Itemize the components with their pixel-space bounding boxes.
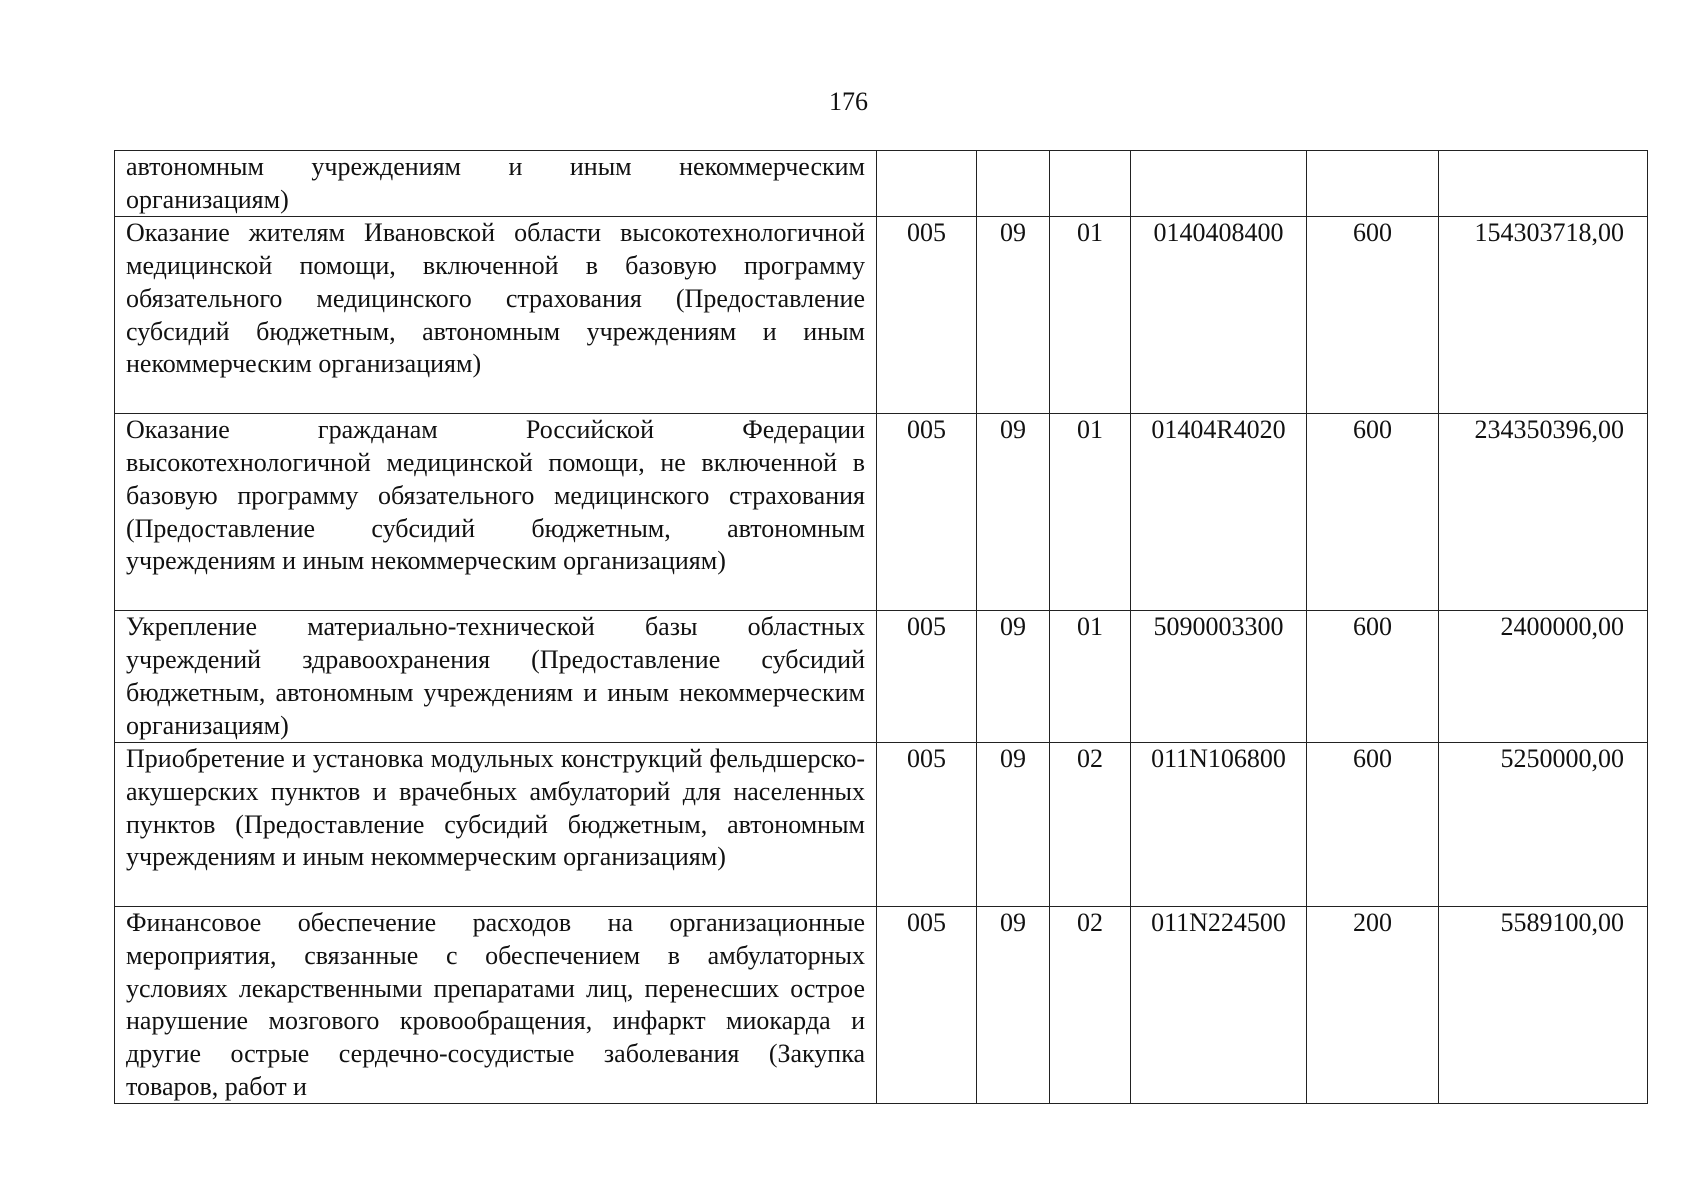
subsection-code: 01 bbox=[1050, 217, 1131, 414]
section-code: 09 bbox=[977, 217, 1050, 414]
expense-type-code: 600 bbox=[1307, 414, 1439, 611]
subsection-code: 02 bbox=[1050, 907, 1131, 1104]
amount: 234350396,00 bbox=[1439, 414, 1648, 611]
expense-type-code: 600 bbox=[1307, 743, 1439, 907]
amount: 5589100,00 bbox=[1439, 907, 1648, 1104]
target-article-code: 5090003300 bbox=[1131, 611, 1307, 743]
target-article-code: 0140408400 bbox=[1131, 217, 1307, 414]
ministry-code: 005 bbox=[877, 743, 977, 907]
section-code: 09 bbox=[977, 414, 1050, 611]
table-row bbox=[115, 743, 1648, 907]
ministry-code bbox=[877, 151, 977, 217]
budget-table bbox=[114, 150, 1648, 1104]
table-row bbox=[115, 151, 1648, 217]
target-article-code: 01404R4020 bbox=[1131, 414, 1307, 611]
amount: 5250000,00 bbox=[1439, 743, 1648, 907]
row-description: Финансовое обеспечение расходов на организационные мероприятия, связанные с обеспечением в амбулаторных условиях лекарственными препаратами лиц, перенесших острое нарушение мозгового кровообращения, инфаркт миокарда и другие острые сердечно-сосудистые заболевания (Закупка товаров, работ и bbox=[115, 907, 877, 1104]
subsection-code: 01 bbox=[1050, 414, 1131, 611]
expense-type-code bbox=[1307, 151, 1439, 217]
section-code: 09 bbox=[977, 907, 1050, 1104]
ministry-code: 005 bbox=[877, 611, 977, 743]
expense-type-code: 200 bbox=[1307, 907, 1439, 1104]
amount: 154303718,00 bbox=[1439, 217, 1648, 414]
expense-type-code: 600 bbox=[1307, 217, 1439, 414]
amount bbox=[1439, 151, 1648, 217]
section-code bbox=[977, 151, 1050, 217]
ministry-code: 005 bbox=[877, 217, 977, 414]
section-code: 09 bbox=[977, 611, 1050, 743]
table-row bbox=[115, 611, 1648, 743]
row-description: Оказание гражданам Российской Федерации высокотехнологичной медицинской помощи, не включенной в базовую программу обязательного медицинского страхования (Предоставление субсидий бюджетным, автономным учреждениям и иным некоммерческим организациям) bbox=[115, 414, 877, 611]
subsection-code: 01 bbox=[1050, 611, 1131, 743]
ministry-code: 005 bbox=[877, 414, 977, 611]
target-article-code: 011N106800 bbox=[1131, 743, 1307, 907]
ministry-code: 005 bbox=[877, 907, 977, 1104]
row-description: Укрепление материально-технической базы областных учреждений здравоохранения (Предоставление субсидий бюджетным, автономным учреждениям и иным некоммерческим организациям) bbox=[115, 611, 877, 743]
target-article-code: 011N224500 bbox=[1131, 907, 1307, 1104]
row-description: автономным учреждениям и иным некоммерческим организациям) bbox=[115, 151, 877, 217]
table-row bbox=[115, 217, 1648, 414]
target-article-code bbox=[1131, 151, 1307, 217]
table-row bbox=[115, 414, 1648, 611]
row-description: Приобретение и установка модульных конструкций фельдшерско-акушерских пунктов и врачебных амбулаторий для населенных пунктов (Предоставление субсидий бюджетным, автономным учреждениям и иным некоммерческим организациям) bbox=[115, 743, 877, 907]
section-code: 09 bbox=[977, 743, 1050, 907]
expense-type-code: 600 bbox=[1307, 611, 1439, 743]
amount: 2400000,00 bbox=[1439, 611, 1648, 743]
table-row bbox=[115, 907, 1648, 1104]
row-description: Оказание жителям Ивановской области высокотехнологичной медицинской помощи, включенной в базовую программу обязательного медицинского страхования (Предоставление субсидий бюджетным, автономным учреждениям и иным некоммерческим организациям) bbox=[115, 217, 877, 414]
subsection-code bbox=[1050, 151, 1131, 217]
subsection-code: 02 bbox=[1050, 743, 1131, 907]
page-number: 176 bbox=[829, 87, 868, 116]
